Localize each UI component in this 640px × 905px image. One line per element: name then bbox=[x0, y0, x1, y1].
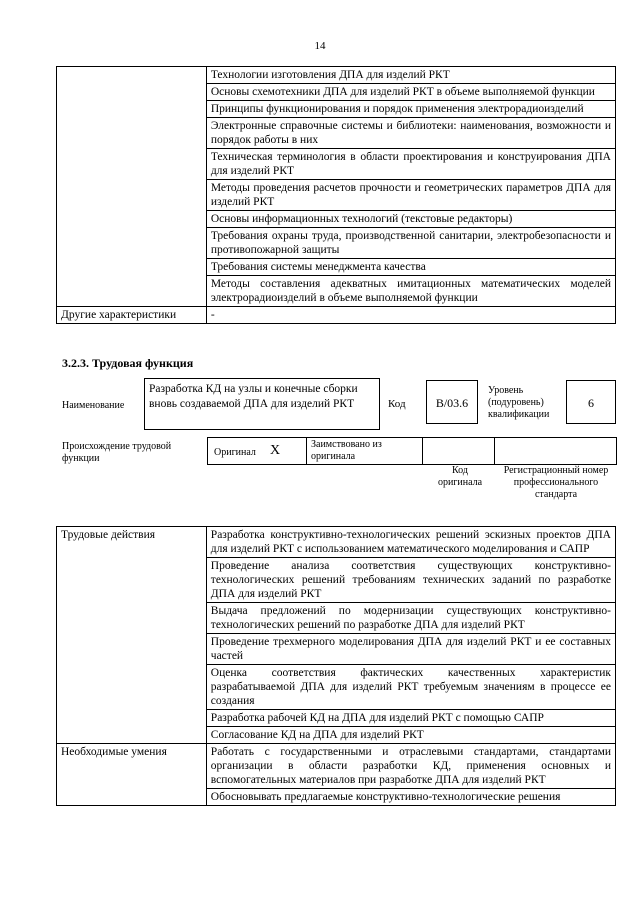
action-item: Оценка соответствия фактических качественных характеристик разрабатываемой ДПА для изделий РКТ требуемым значениям в процессе ее создания bbox=[206, 665, 615, 710]
function-details-table bbox=[56, 526, 616, 806]
knowledge-item: Методы составления адекватных имитационных математических моделей электрорадиоизделий в объеме выполняемой функции bbox=[206, 276, 615, 307]
action-item: Выдача предложений по модернизации существующих конструктивно-технологических решений по разработке ДПА для изделий РКТ bbox=[206, 603, 615, 634]
action-item: Согласование КД на ДПА для изделий РКТ bbox=[206, 727, 615, 744]
table-row bbox=[57, 307, 616, 324]
knowledge-item: Методы проведения расчетов прочности и геометрических параметров ДПА для изделий РКТ bbox=[206, 180, 615, 211]
original-mark: X bbox=[270, 443, 281, 458]
knowledge-item: Требования системы менеджмента качества bbox=[206, 259, 615, 276]
code-label: Код bbox=[388, 398, 406, 410]
function-code-box: B/03.6 bbox=[426, 380, 478, 424]
table-row bbox=[57, 527, 616, 558]
page-number: 14 bbox=[314, 40, 326, 52]
origin-divider bbox=[306, 437, 307, 465]
knowledge-item: Принципы функционирования и порядок применения электрорадиоизделий bbox=[206, 101, 615, 118]
code-original-caption: Код оригинала bbox=[437, 465, 483, 488]
knowledge-item: Основы информационных технологий (текстовые редакторы) bbox=[206, 211, 615, 228]
origin-divider bbox=[494, 437, 495, 465]
knowledge-table bbox=[56, 66, 616, 324]
origin-label: Происхождение трудовой функции bbox=[62, 441, 172, 464]
section-title: 3.2.3. Трудовая функция bbox=[62, 356, 194, 370]
knowledge-item: Технологии изготовления ДПА для изделий РКТ bbox=[206, 67, 615, 84]
action-item: Разработка рабочей КД на ДПА для изделий РКТ с помощью САПР bbox=[206, 710, 615, 727]
knowledge-item: Техническая терминология в области проектирования и конструирования ДПА для изделий РКТ bbox=[206, 149, 615, 180]
borrowed-label: Заимствовано из оригинала bbox=[311, 439, 382, 462]
skill-item: Работать с государственными и отраслевыми стандартами, стандартами организации в области разработки КД, применения основных и вспомогательных материалов при разработке ДПА для изделий РКТ bbox=[206, 744, 615, 789]
qualification-level-box: 6 bbox=[566, 380, 616, 424]
action-item: Проведение анализа соответствия существующих конструктивно-технологических решений требованиям технических заданий по разработке ДПА для изделий РКТ bbox=[206, 558, 615, 603]
knowledge-item: Электронные справочные системы и библиотеки: наименования, возможности и порядок работы в них bbox=[206, 118, 615, 149]
name-label: Наименование bbox=[62, 400, 125, 411]
table-row bbox=[57, 67, 616, 84]
other-characteristics-value: - bbox=[206, 307, 615, 324]
table-row bbox=[57, 744, 616, 789]
original-label: Оригинал bbox=[214, 447, 256, 458]
origin-divider bbox=[422, 437, 423, 465]
registration-number-caption: Регистрационный номер профессионального стандарта bbox=[503, 465, 609, 500]
level-label: Уровень (подуровень) квалификации bbox=[488, 385, 550, 420]
skill-item: Обосновывать предлагаемые конструктивно-технологические решения bbox=[206, 789, 615, 806]
other-characteristics-label: Другие характеристики bbox=[57, 307, 207, 324]
action-item: Разработка конструктивно-технологических решений эскизных проектов ДПА для изделий РКТ с использованием математического моделирования и САПР bbox=[206, 527, 615, 558]
knowledge-item: Основы схемотехники ДПА для изделий РКТ в объеме выполняемой функции bbox=[206, 84, 615, 101]
action-item: Проведение трехмерного моделирования ДПА для изделий РКТ и ее составных частей bbox=[206, 634, 615, 665]
skills-label: Необходимые умения bbox=[57, 744, 207, 806]
actions-label: Трудовые действия bbox=[57, 527, 207, 744]
knowledge-label-cell bbox=[57, 67, 207, 307]
function-name-box: Разработка КД на узлы и конечные сборки вновь создаваемой ДПА для изделий РКТ bbox=[144, 378, 380, 430]
knowledge-item: Требования охраны труда, производственной санитарии, электробезопасности и противопожарной защиты bbox=[206, 228, 615, 259]
